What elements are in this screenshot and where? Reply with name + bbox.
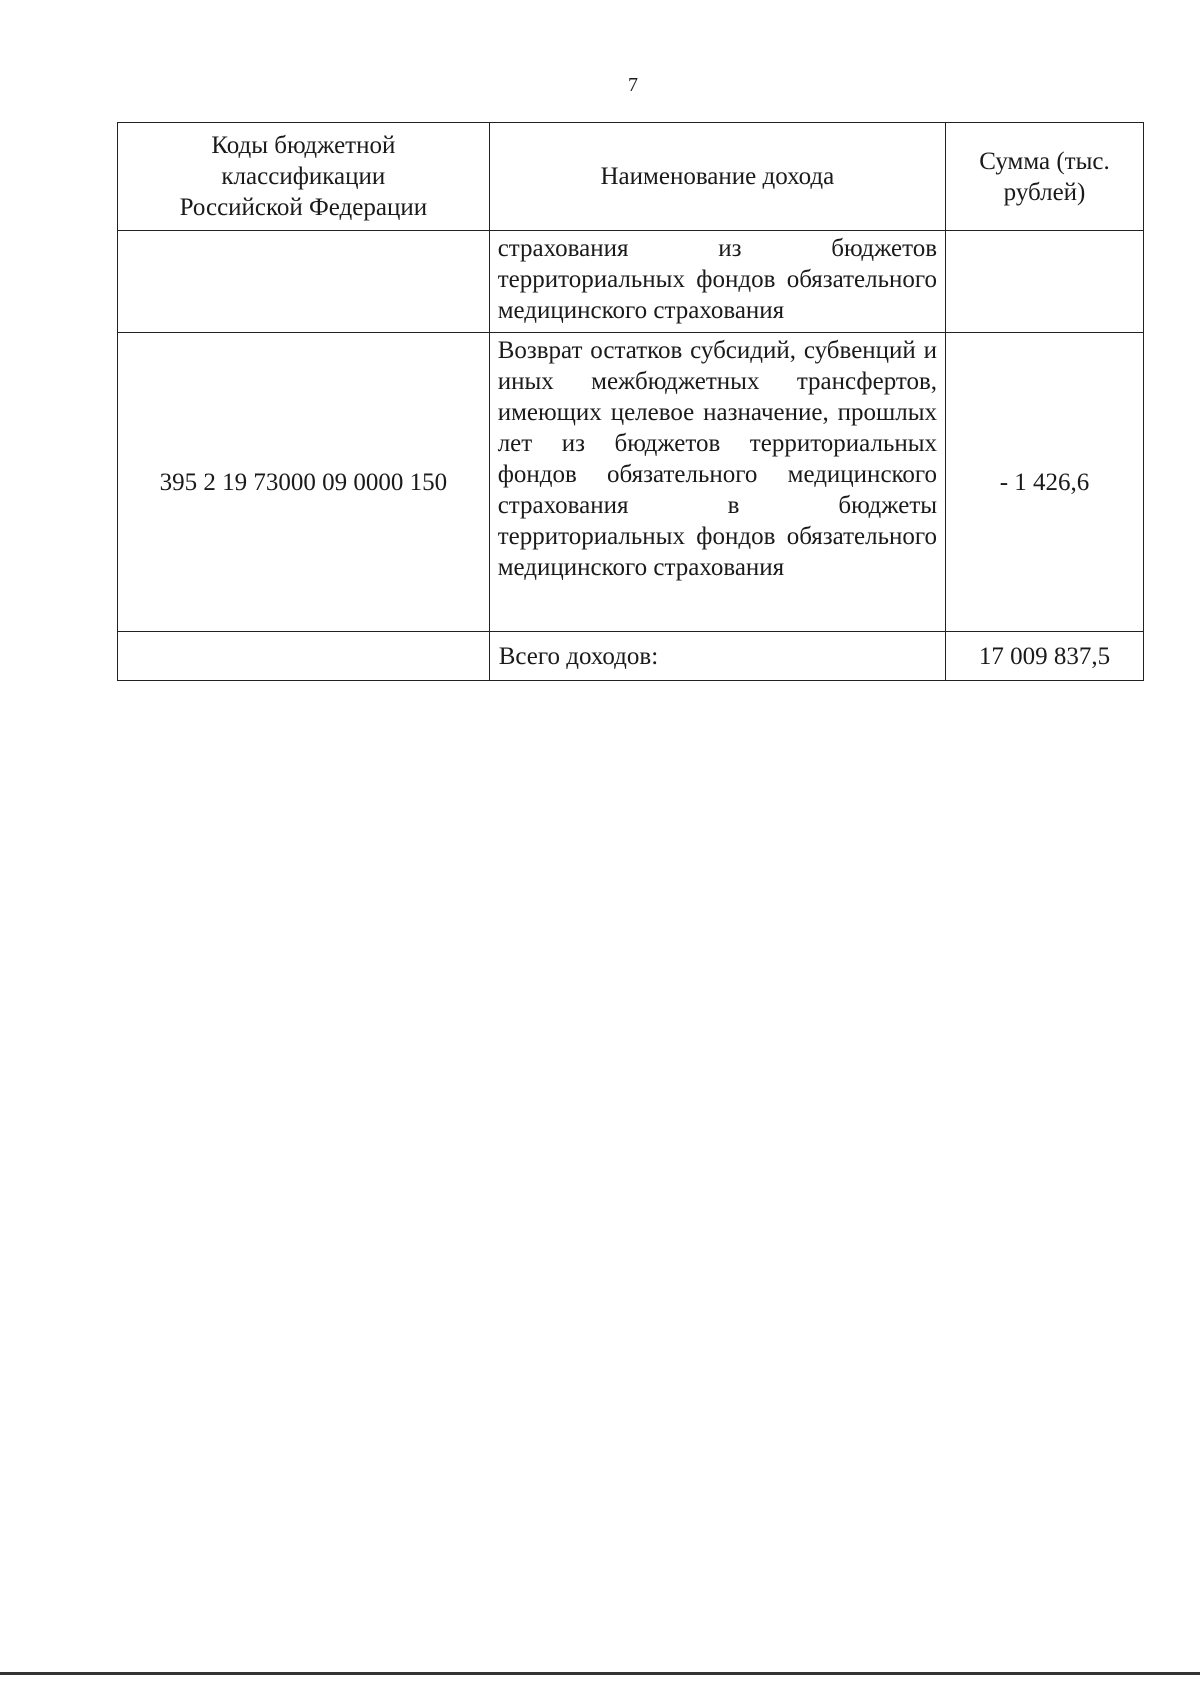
header-amount-text: Сумма (тыс. рублей) [979, 147, 1110, 206]
table-header-row [118, 123, 1144, 231]
header-amount [946, 123, 1144, 231]
page-number: 7 [628, 74, 638, 96]
footer-rule [0, 1672, 1200, 1675]
total-label: Всего доходов: [489, 632, 945, 681]
table-row [118, 231, 1144, 333]
row-amount [946, 231, 1144, 333]
header-name: Наименование дохода [489, 123, 945, 231]
header-code-text: Коды бюджетной классификации Российской Федерации [179, 132, 428, 221]
table-row [118, 333, 1144, 632]
header-code [118, 123, 490, 231]
row-name: страхования из бюджетов территориальных фондов обязательного медицинского страхования [489, 231, 945, 333]
revenue-table [117, 122, 1144, 681]
row-code [118, 231, 490, 333]
total-code [118, 632, 490, 681]
row-amount: - 1 426,6 [946, 333, 1144, 632]
total-row [118, 632, 1144, 681]
row-name: Возврат остатков субсидий, субвенций и иных межбюджетных трансфертов, имеющих целевое назначение, прошлых лет из бюджетов территориальных фондов обязательного медицинского страхования в бюджеты территориальных фондов обязательного медицинского страхования [489, 333, 945, 632]
row-code: 395 2 19 73000 09 0000 150 [118, 333, 490, 632]
total-amount: 17 009 837,5 [946, 632, 1144, 681]
